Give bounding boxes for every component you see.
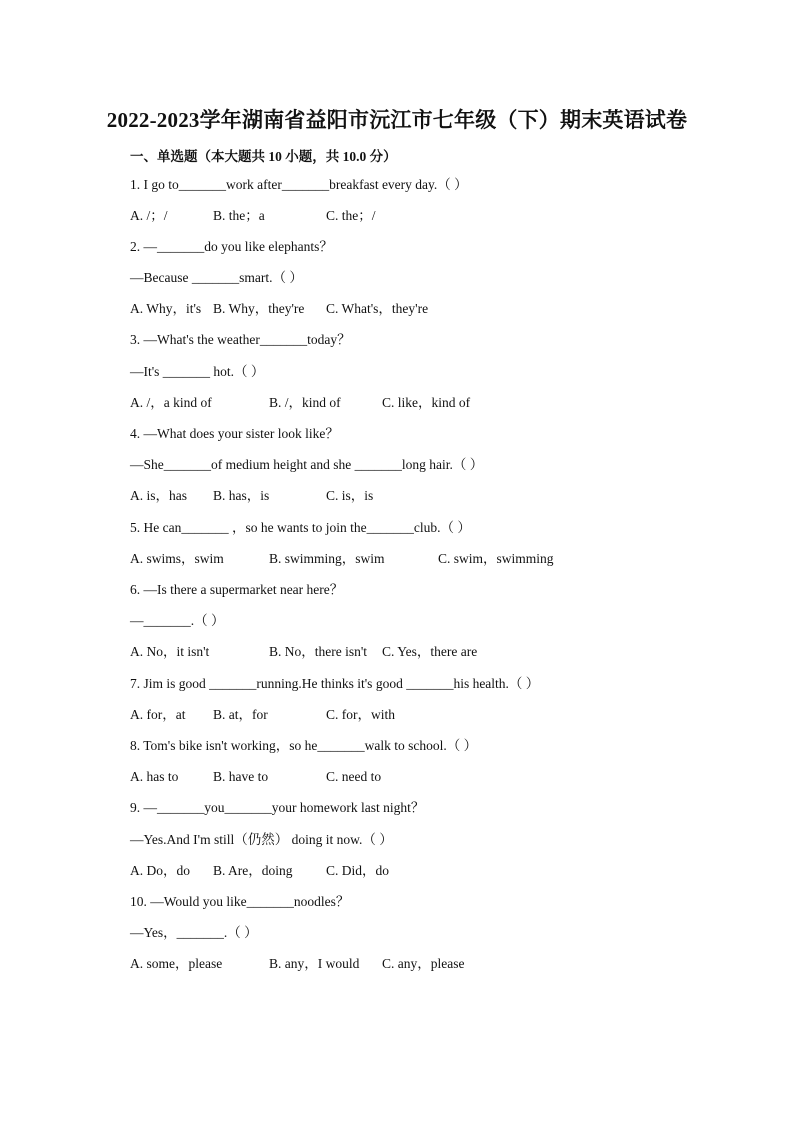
question-1-stem: 1. I go to_______work after_______breakfast every day.（ ）: [130, 177, 468, 192]
option-b[interactable]: B. No，there isn't: [269, 644, 368, 659]
question-6-options: [130, 644, 690, 660]
option-a[interactable]: A. /；/: [130, 208, 168, 223]
option-c[interactable]: C. swim，swimming: [438, 551, 554, 566]
question-8-options: [130, 769, 690, 785]
option-b[interactable]: B. has，is: [213, 488, 270, 503]
option-c[interactable]: C. need to: [326, 769, 382, 784]
page-title: 2022-2023学年湖南省益阳市沅江市七年级（下）期末英语试卷: [106, 108, 688, 132]
question-7-options: [130, 707, 690, 723]
option-b[interactable]: B. /，kind of: [269, 395, 341, 410]
option-c[interactable]: C. Yes，there are: [382, 644, 478, 659]
option-b[interactable]: B. swimming，swim: [269, 551, 385, 566]
question-9-stem: 9. —_______you_______your homework last night？: [130, 800, 425, 815]
question-9-stem-line2: —Yes.And I'm still（仍然） doing it now.（ ）: [130, 832, 393, 847]
option-a[interactable]: A. Do，do: [130, 863, 190, 878]
option-c[interactable]: C. any，please: [382, 956, 465, 971]
question-2-stem: 2. —_______do you like elephants？: [130, 239, 333, 254]
option-b[interactable]: B. the；a: [213, 208, 265, 223]
question-3-options: [130, 395, 690, 411]
option-b[interactable]: B. Why，they're: [213, 301, 305, 316]
question-9-options: [130, 863, 690, 879]
option-b[interactable]: B. have to: [213, 769, 269, 784]
option-c[interactable]: C. What's，they're: [326, 301, 429, 316]
option-a[interactable]: A. swims，swim: [130, 551, 224, 566]
option-b[interactable]: B. at，for: [213, 707, 268, 722]
question-10-stem-line2: —Yes，_______.（ ）: [130, 925, 258, 940]
question-1-options: [130, 208, 690, 224]
option-a[interactable]: A. No，it isn't: [130, 644, 210, 659]
question-8-stem: 8. Tom's bike isn't working，so he_______walk to school.（ ）: [130, 738, 478, 753]
question-4-options: [130, 488, 690, 504]
option-c[interactable]: C. is，is: [326, 488, 374, 503]
question-5-stem: 5. He can_______ ，so he wants to join the_______club.（ ）: [130, 520, 471, 535]
question-3-stem: 3. —What's the weather_______today？: [130, 332, 351, 347]
option-c[interactable]: C. Did，do: [326, 863, 390, 878]
question-7-stem: 7. Jim is good _______running.He thinks it's good _______his health.（ ）: [130, 676, 540, 691]
question-4-stem-line2: —She_______of medium height and she _______long hair.（ ）: [130, 457, 484, 472]
option-c[interactable]: C. the；/: [326, 208, 376, 223]
question-3-stem-line2: —It's _______ hot.（ ）: [130, 364, 265, 379]
question-6-stem: 6. —Is there a supermarket near here？: [130, 582, 344, 597]
option-a[interactable]: A. some，please: [130, 956, 223, 971]
question-4-stem: 4. —What does your sister look like？: [130, 426, 339, 441]
option-a[interactable]: A. has to: [130, 769, 179, 784]
question-2-stem-line2: —Because _______smart.（ ）: [130, 270, 303, 285]
section-heading: 一、单选题（本大题共 10 小题，共 10.0 分）: [130, 149, 397, 164]
option-c[interactable]: C. like，kind of: [382, 395, 471, 410]
option-a[interactable]: A. Why，it's: [130, 301, 202, 316]
option-a[interactable]: A. for，at: [130, 707, 186, 722]
option-b[interactable]: B. Are，doing: [213, 863, 293, 878]
question-10-stem: 10. —Would you like_______noodles？: [130, 894, 350, 909]
option-a[interactable]: A. /，a kind of: [130, 395, 212, 410]
option-c[interactable]: C. for，with: [326, 707, 395, 722]
question-2-options: [130, 301, 690, 317]
question-5-options: [130, 551, 690, 567]
option-a[interactable]: A. is，has: [130, 488, 187, 503]
question-10-options: [130, 956, 690, 972]
option-b[interactable]: B. any，I would: [269, 956, 360, 971]
question-6-stem-line2: —_______.（ ）: [130, 613, 225, 628]
